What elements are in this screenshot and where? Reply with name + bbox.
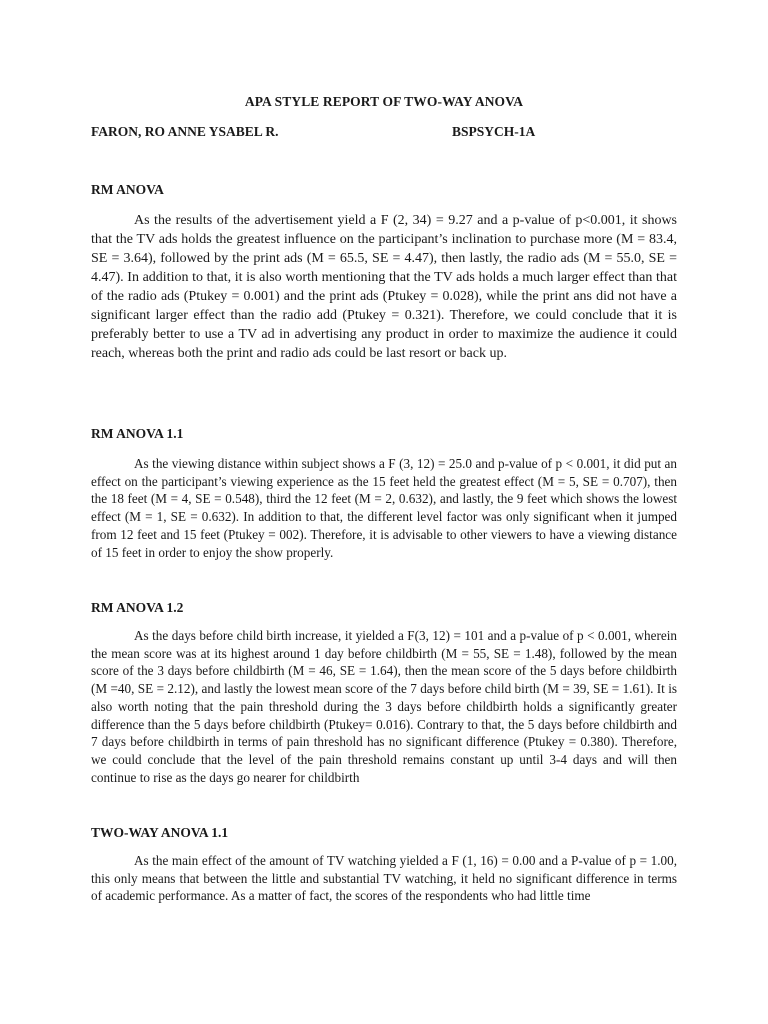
section-body-two-way-anova-1-1: As the main effect of the amount of TV watching yielded a F (1, 16) = 0.00 and a P-value of p = 1.00, this only means that between the little and substantial TV watching, it held no significant difference in terms of academic performance. As a matter of fact, the scores of the respondents who had little time [91,853,677,904]
section-heading-rm-anova-1-1: RM ANOVA 1.1 [91,426,184,441]
course-section: BSPSYCH-1A [452,124,536,139]
section-heading-rm-anova-1-2: RM ANOVA 1.2 [91,600,184,615]
section-heading-two-way-anova-1-1: TWO-WAY ANOVA 1.1 [91,825,229,840]
document-title: APA STYLE REPORT OF TWO-WAY ANOVA [244,94,524,109]
section-body-rm-anova-1-2: As the days before child birth increase, it yielded a F(3, 12) = 101 and a p-value of p < 0.001, wherein the mean score was at its highest around 1 day before childbirth (M = 55, SE = 1.48), followed by the mean score of the 3 days before childbirth (M = 46, SE = 1.64), then the mean score of the 5 days before childbirth (M =40, SE = 2.12), and lastly the lowest mean score of the 7 days before child birth (M = 39, SE = 1.61). It is also worth noting that the pain threshold during the 3 days before childbirth holds a significantly greater difference than the 5 days before childbirth (Ptukey= 0.016). Contrary to that, the 5 days before childbirth and 7 days before childbirth in terms of pain threshold has no significant difference (Ptukey = 0.380). Therefore, we could conclude that the level of the pain threshold remains constant up until 3-4 days and will then continue to rise as the days go nearer for childbirth [91,628,677,785]
section-heading-rm-anova: RM ANOVA [91,182,164,197]
section-body-rm-anova: As the results of the advertisement yield a F (2, 34) = 9.27 and a p-value of p<0.001, it shows that the TV ads holds the greatest influence on the participant’s inclination to purchase more (M = 83.4, SE = 3.64), followed by the print ads (M = 65.5, SE = 4.47), then lastly, the radio ads (M = 55.0, SE = 4.47). In addition to that, it is also worth mentioning that the TV ads holds a much larger effect than that of the radio ads (Ptukey = 0.001) and the print ads (Ptukey = 0.028), while the print ans did not have a significant larger effect than the radio add (Ptukey = 0.321). Therefore, we could conclude that it is preferably better to use a TV ad in advertising any product in order to maximize the audience it could reach, whereas both the print and radio ads could be last resort or back up. [91,213,677,361]
author-name: FARON, RO ANNE YSABEL R. [91,124,279,139]
section-body-rm-anova-1-1: As the viewing distance within subject shows a F (3, 12) = 25.0 and p-value of p < 0.001, it did put an effect on the participant’s viewing experience as the 15 feet held the greatest effect (M = 5, SE = 0.707), then the 18 feet (M = 4, SE = 0.548), third the 12 feet (M = 2, 0.632), and lastly, the 9 feet which shows the lowest effect (M = 1, SE = 0.632). In addition to that, the different level factor was only significant when it jumped from 12 feet and 15 feet (Ptukey = 002). Therefore, it is advisable to other viewers to have a viewing distance of 15 feet in order to enjoy the show properly. [91,456,677,560]
